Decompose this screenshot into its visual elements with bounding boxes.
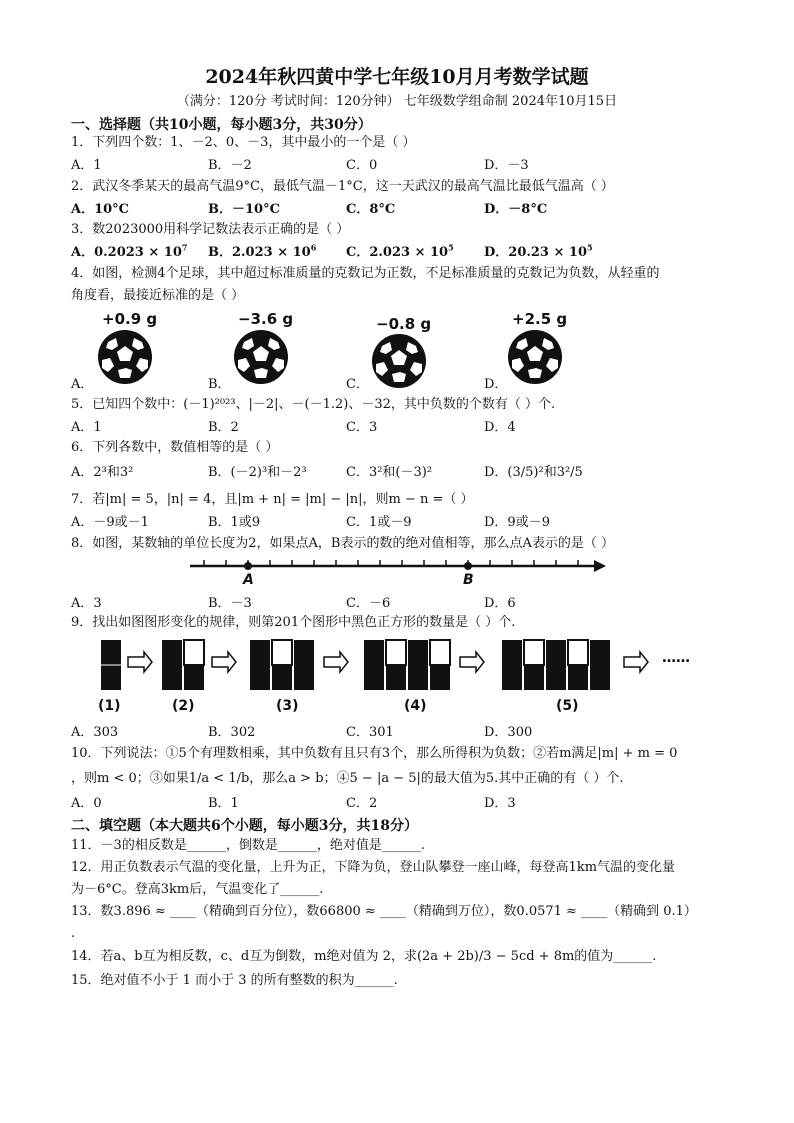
q5-option-c: C．3 (346, 420, 378, 435)
q13: 13．数3.896 ≈ ____（精确到百分位），数66800 ≈ ____（精确到万位），数0.0571 ≈ ____（精确到 0.1） (71, 904, 697, 919)
q5-option-d: D．4 (484, 420, 516, 435)
pattern-label-2: (2) (172, 698, 195, 714)
ball-label-1: +0.9 g (102, 310, 158, 328)
q9-stem: 9．找出如图图形变化的规律，则第201个图形中黑色正方形的数量是（ ）个. (71, 615, 516, 630)
q6-option-c: C．3²和(－3)² (346, 465, 433, 480)
pattern-ellipsis: …… (662, 650, 690, 666)
q7-stem: 7．若|m| = 5，|n| = 4，且|m + n| = |m| − |n|，则m − n =（ ） (71, 492, 474, 507)
q4-option-b: B． (208, 377, 231, 392)
q8-option-a: A．3 (71, 596, 102, 611)
q7-option-d: D．9或－9 (484, 515, 550, 530)
q2-stem: 2．武汉冬季某天的最高气温9°C，最低气温－1°C，这一天武汉的最高气温比最低气温高（ ） (71, 179, 614, 194)
q2-option-b: B．－10°C (208, 202, 280, 217)
ball-label-3: −0.8 g (376, 315, 432, 333)
q3-stem: 3．数2023000用科学记数法表示正确的是（ ） (71, 222, 350, 237)
pattern-label-4: (4) (404, 698, 427, 714)
q3-option-c: C．$2.023 \times 10^5$ (346, 242, 454, 260)
q7-option-a: A．－9或－1 (71, 515, 149, 530)
ball-label-4: +2.5 g (512, 310, 568, 328)
q9-option-d: D．300 (484, 725, 533, 740)
q8-option-d: D．6 (484, 596, 516, 611)
point-b-label: B (463, 572, 474, 588)
q13-tail: . (71, 926, 76, 941)
pattern-sequence-figure (98, 632, 698, 696)
q5-option-b: B．2 (208, 420, 239, 435)
q7-option-c: C．1或－9 (346, 515, 412, 530)
q8-option-c: C．－6 (346, 596, 391, 611)
q15: 15．绝对值不小于 1 而小于 3 的所有整数的积为______. (71, 973, 398, 988)
q1-option-a: A．1 (71, 158, 102, 173)
q1-option-c: C．0 (346, 158, 378, 173)
q2-option-a: A．10°C (71, 202, 130, 217)
q3-option-a: A．$0.2023 \times 10^7$ (71, 242, 188, 260)
q4-option-c: C． (346, 377, 369, 392)
q10-option-a: A．0 (71, 796, 102, 811)
point-a-label: A (243, 572, 254, 588)
q5-stem: 5．已知四个数中：(－1)²⁰²³、|－2|、－(－1.2)、－32，其中负数的个数有（ ）个. (71, 397, 556, 412)
q6-option-b: B．(－2)³和－2³ (208, 465, 307, 480)
soccer-ball-icon (98, 330, 152, 384)
soccer-ball-icon (234, 330, 288, 384)
q14: 14．若a、b互为相反数，c、d互为倒数，m绝对值为 2，求(2a + 2b)/3 − 5cd + 8m的值为______. (71, 949, 657, 964)
soccer-ball-icon (508, 330, 562, 384)
q8-option-b: B．－3 (208, 596, 252, 611)
q3-option-b: B．$2.023 \times 10^6$ (208, 242, 317, 260)
q4-stem-line1: 4．如图，检测4个足球，其中超过标准质量的克数记为正数，不足标准质量的克数记为负数，从轻重的 (71, 266, 660, 281)
q7-option-b: B．1或9 (208, 515, 261, 530)
page-title: 2024年秋四黄中学七年级10月月考数学试题 (205, 66, 589, 88)
pattern-label-3: (3) (276, 698, 299, 714)
page-subtitle: （满分：120分 考试时间：120分钟） 七年级数学组命制 2024年10月15日 (176, 94, 618, 109)
q5-option-a: A．1 (71, 420, 102, 435)
q12-line2: 为－6°C。登高3km后，气温变化了______. (71, 882, 324, 897)
q10-line2: ，则m < 0；③如果1/a < 1/b，那么a > b；④5 − |a − 5|的最大值为5.其中正确的有（ ）个. (71, 771, 624, 786)
q4-stem-line2: 角度看，最接近标准的是（ ） (71, 288, 245, 303)
q10-option-d: D．3 (484, 796, 516, 811)
section1-heading: 一、选择题（共10小题，每小题3分，共30分） (71, 117, 372, 133)
soccer-ball-icon (372, 334, 426, 388)
q10-line1: 10．下列说法：①5个有理数相乘，其中负数有且只有3个，那么所得积为负数；②若m满足|m| + m = 0 (71, 746, 678, 761)
q6-stem: 6．下列各数中，数值相等的是（ ） (71, 440, 279, 455)
q9-option-c: C．301 (346, 725, 394, 740)
q4-option-a: A． (71, 377, 94, 392)
section2-heading: 二、填空题（本大题共6个小题，每小题3分，共18分） (71, 818, 418, 834)
q10-option-b: B．1 (208, 796, 239, 811)
q1-stem: 1．下列四个数：1、－2、0、－3，其中最小的一个是（ ） (71, 135, 416, 150)
q6-option-d: D．(3/5)²和3²/5 (484, 465, 583, 480)
q9-option-b: B．302 (208, 725, 256, 740)
q1-option-d: D．－3 (484, 158, 529, 173)
ball-label-2: −3.6 g (238, 310, 294, 328)
q11: 11．－3的相反数是______，倒数是______，绝对值是______. (71, 838, 425, 853)
q2-option-d: D．－8°C (484, 202, 548, 217)
q10-option-c: C．2 (346, 796, 378, 811)
q3-option-d: D．$20.23 \times 10^5$ (484, 242, 593, 260)
q8-stem: 8．如图，某数轴的单位长度为2，如果点A，B表示的数的绝对值相等，那么点A表示的是（ ） (71, 536, 615, 551)
pattern-label-5: (5) (556, 698, 579, 714)
q2-option-c: C．8°C (346, 202, 396, 217)
q12-line1: 12．用正负数表示气温的变化量，上升为正，下降为负，登山队攀登一座山峰，每登高1km气温的变化量 (71, 860, 676, 875)
q4-option-d: D． (484, 377, 508, 392)
q6-option-a: A．2³和3² (71, 465, 134, 480)
q1-option-b: B．－2 (208, 158, 252, 173)
q9-option-a: A．303 (71, 725, 119, 740)
pattern-label-1: (1) (98, 698, 121, 714)
